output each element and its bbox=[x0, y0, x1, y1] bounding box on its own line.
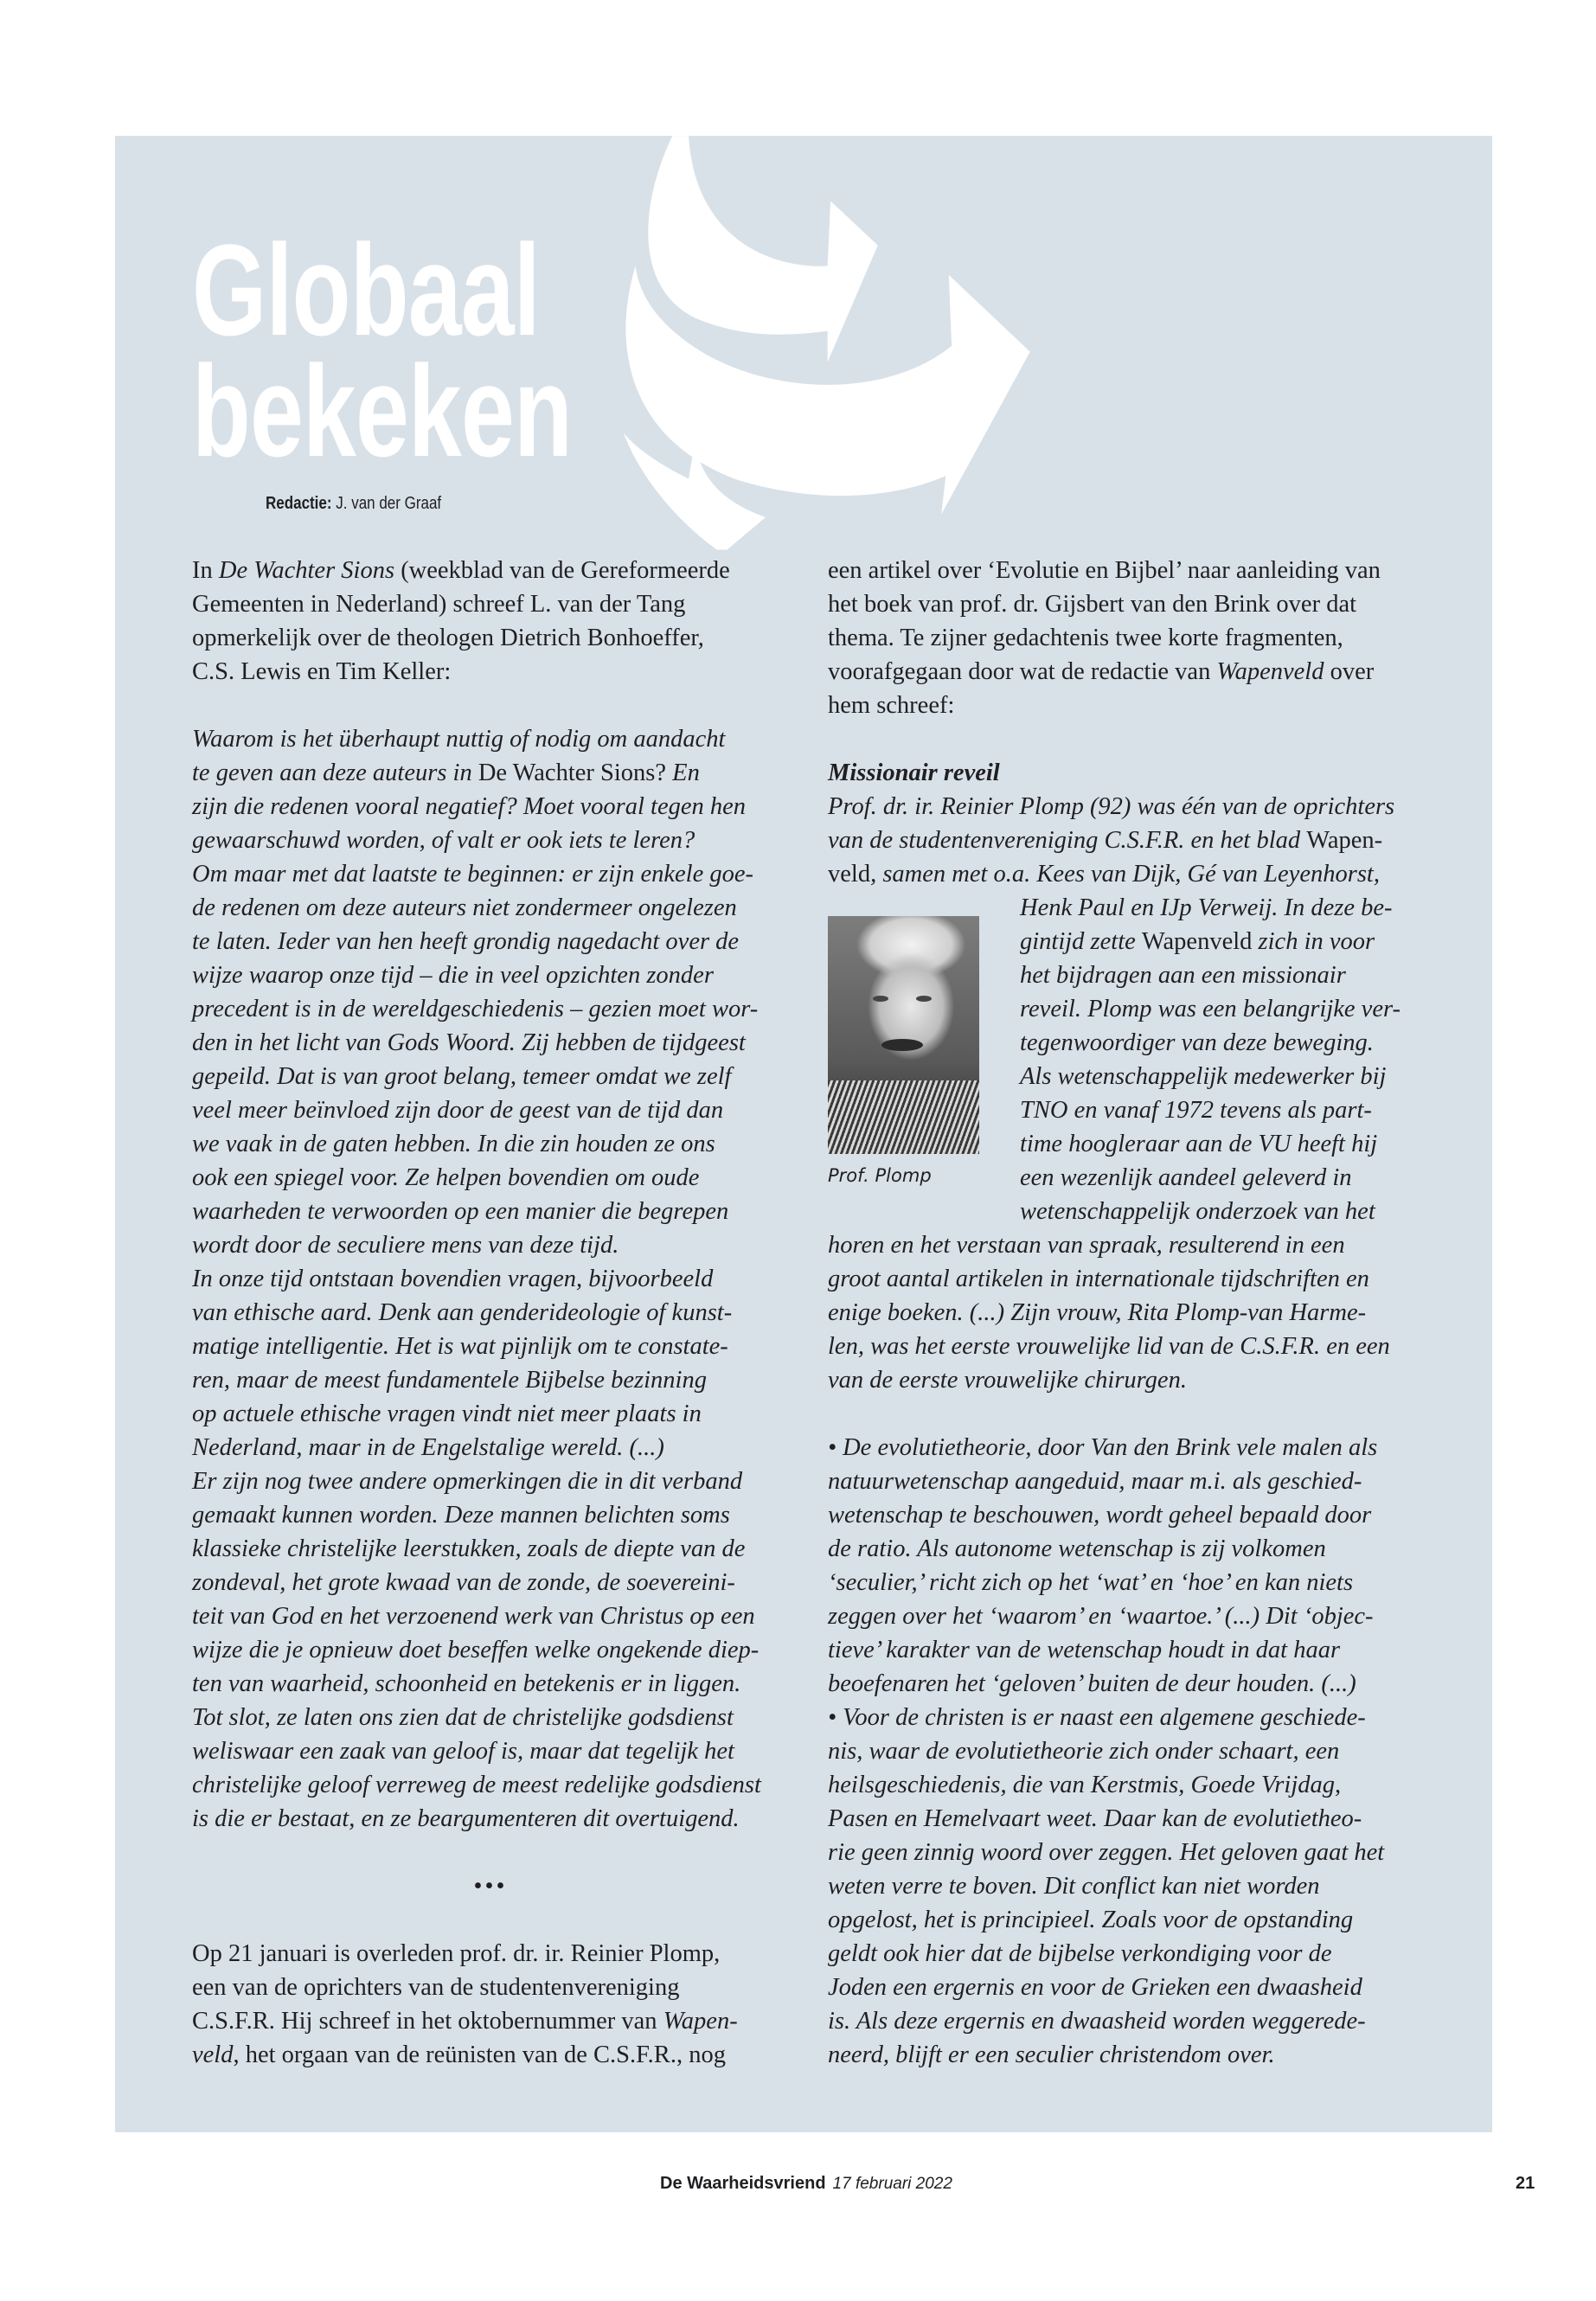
text-line bbox=[192, 1363, 789, 1397]
text-run: christelijke geloof verreweg de meest redelijke godsdienst bbox=[192, 1772, 761, 1798]
text-run: Gemeenten in Nederland) schreef L. van der Tang bbox=[192, 591, 686, 618]
text-line bbox=[192, 1296, 789, 1330]
text-line bbox=[192, 1768, 789, 1802]
text-line bbox=[192, 925, 789, 958]
text-run: de redenen om deze auteurs niet zondermeer ongelezen bbox=[192, 894, 737, 921]
text-line bbox=[192, 824, 789, 857]
text-run: wijze waarop onze tijd – die in veel opzichten zonder bbox=[192, 962, 714, 989]
text-run: ‘seculier,’ richt zich op het ‘wat’ en ‘hoe’ en kan niets bbox=[828, 1569, 1354, 1596]
text-line bbox=[828, 1431, 1425, 1465]
text-run: matige intelligentie. Het is wat pijnlijk om te constate- bbox=[192, 1333, 728, 1360]
text-run: , het orgaan van de reünisten van de C.S.F.R., nog bbox=[233, 2041, 726, 2068]
text-line bbox=[192, 1330, 789, 1363]
text-run: Pasen en Hemelvaart weet. Daar kan de evolutietheo- bbox=[828, 1805, 1362, 1832]
text-run: gewaarschuwd worden, of valt er ook iets te leren? bbox=[192, 827, 695, 854]
text-line bbox=[828, 1599, 1425, 1633]
text-run: we vaak in de gaten hebben. In die zin houden ze ons bbox=[192, 1131, 715, 1157]
editor-credit bbox=[266, 494, 441, 514]
text-run: ook een spiegel voor. Ze helpen bovendien om oude bbox=[192, 1164, 700, 1191]
text-run: ••• bbox=[473, 1873, 508, 1900]
text-run: een wezenlijk aandeel geleverd in bbox=[1020, 1164, 1352, 1191]
text-run: hem schreef: bbox=[828, 692, 955, 719]
portrait-photo bbox=[828, 916, 979, 1154]
text-line bbox=[828, 1363, 1425, 1397]
text-run: veel meer beïnvloed zijn door de geest van de tijd dan bbox=[192, 1097, 724, 1124]
article-column-right bbox=[828, 554, 1425, 2072]
text-line bbox=[192, 1498, 789, 1532]
text-run: voorafgegaan door wat de redactie van bbox=[828, 658, 1217, 685]
text-line bbox=[828, 1296, 1425, 1330]
text-line bbox=[828, 1262, 1425, 1296]
text-line bbox=[192, 1431, 789, 1465]
text-line bbox=[828, 1330, 1425, 1363]
text-run: precedent is in de wereldgeschiedenis – gezien moet wor- bbox=[192, 996, 759, 1022]
text-run: enige boeken. (...) Zijn vrouw, Rita Plomp-van Harme- bbox=[828, 1299, 1367, 1326]
text-line bbox=[192, 655, 789, 689]
text-run: den in het licht van Gods Woord. Zij hebben de tijdgeest bbox=[192, 1029, 746, 1056]
text-run: van de eerste vrouwelijke chirurgen. bbox=[828, 1367, 1187, 1394]
text-run: van ethische aard. Denk aan genderideologie of kunst- bbox=[192, 1299, 733, 1326]
text-line bbox=[828, 857, 1425, 891]
text-line bbox=[192, 587, 789, 621]
text-run: Waarom is het überhaupt nuttig of nodig om aandacht bbox=[192, 726, 726, 753]
text-line bbox=[192, 1465, 789, 1498]
text-line bbox=[828, 790, 1425, 824]
text-line bbox=[828, 621, 1425, 655]
text-run: len, was het eerste vrouwelijke lid van de C.S.F.R. en een bbox=[828, 1333, 1390, 1360]
text-line bbox=[192, 621, 789, 655]
text-run: te geven aan deze auteurs in bbox=[192, 760, 478, 786]
text-run: TNO en vanaf 1972 tevens als part- bbox=[1020, 1097, 1372, 1124]
text-run: wetenschap te beschouwen, wordt geheel bepaald door bbox=[828, 1502, 1372, 1529]
text-run: veld bbox=[192, 2041, 234, 2068]
text-line bbox=[192, 1228, 789, 1262]
footer-date: 17 februari 2022 bbox=[832, 2175, 952, 2193]
text-run: weliswaar een zaak van geloof is, maar dat tegelijk het bbox=[192, 1738, 734, 1765]
text-line bbox=[828, 1734, 1425, 1768]
text-line bbox=[828, 1667, 1425, 1701]
text-run: is. Als deze ergernis en dwaasheid worden weggerede- bbox=[828, 2008, 1366, 2035]
text-run: In bbox=[192, 557, 219, 584]
text-line bbox=[192, 958, 789, 992]
text-run: nis, waar de evolutietheorie zich onder schaart, een bbox=[828, 1738, 1340, 1765]
text-run: groot aantal artikelen in internationale tijdschriften en bbox=[828, 1266, 1369, 1292]
text-run: Prof. dr. ir. Reinier Plomp (92) was één van de oprichters bbox=[828, 793, 1395, 820]
text-run: Henk Paul en IJp Verweij. In deze be- bbox=[1020, 894, 1393, 921]
text-line bbox=[192, 790, 789, 824]
text-run: C.S. Lewis en Tim Keller: bbox=[192, 658, 452, 685]
text-run: is die er bestaat, en ze beargumenteren dit overtuigend. bbox=[192, 1805, 740, 1832]
text-run: ren, maar de meest fundamentele Bijbelse bezinning bbox=[192, 1367, 707, 1394]
text-run: de ratio. Als autonome wetenschap is zij volkomen bbox=[828, 1535, 1326, 1562]
text-run: Op 21 januari is overleden prof. dr. ir. Reinier Plomp, bbox=[192, 1940, 721, 1967]
text-run: opgelost, het is principieel. Zoals voor de opstanding bbox=[828, 1907, 1354, 1933]
text-line bbox=[192, 1127, 789, 1161]
text-run: Wapen- bbox=[1306, 827, 1383, 854]
blank-line bbox=[192, 1903, 789, 1937]
text-run: te laten. Ieder van hen heeft grondig nagedacht over de bbox=[192, 928, 740, 955]
text-line bbox=[192, 1701, 789, 1734]
photo-caption: Prof. Plomp bbox=[828, 1165, 932, 1186]
footer-magazine-name: De Waarheidsvriend bbox=[660, 2174, 826, 2193]
text-line bbox=[192, 1060, 789, 1093]
text-run: tegenwoordiger van deze beweging. bbox=[1020, 1029, 1374, 1056]
text-line bbox=[828, 1768, 1425, 1802]
text-line bbox=[828, 1903, 1425, 1937]
text-run: De Wachter Sions? bbox=[478, 760, 667, 786]
text-run: wetenschappelijk onderzoek van het bbox=[1020, 1198, 1375, 1225]
text-run: beoefenaren het ‘geloven’ buiten de deur houden. (...) bbox=[828, 1670, 1356, 1697]
text-line bbox=[192, 1093, 789, 1127]
text-run: zondeval, het grote kwaad van de zonde, de soevereini- bbox=[192, 1569, 735, 1596]
text-line bbox=[828, 1465, 1425, 1498]
photo-mouth bbox=[881, 1039, 923, 1051]
text-line bbox=[192, 1667, 789, 1701]
text-line bbox=[192, 554, 789, 587]
editor-name: J. van der Graaf bbox=[331, 494, 442, 513]
text-run: veld bbox=[828, 861, 871, 888]
text-line bbox=[192, 857, 789, 891]
text-line bbox=[192, 1971, 789, 2004]
text-run: rie geen zinnig woord over zeggen. Het geloven gaat het bbox=[828, 1839, 1385, 1866]
text-line bbox=[828, 1937, 1425, 1971]
text-run: klassieke christelijke leerstukken, zoals de diepte van de bbox=[192, 1535, 746, 1562]
text-run: • De evolutietheorie, door Van den Brink vele malen als bbox=[828, 1434, 1378, 1461]
text-run: gepeild. Dat is van groot belang, temeer omdat we zelf bbox=[192, 1063, 732, 1090]
text-line bbox=[192, 1195, 789, 1228]
text-run: op actuele ethische vragen vindt niet meer plaats in bbox=[192, 1400, 702, 1427]
text-run: Om maar met dat laatste te beginnen: er zijn enkele goe- bbox=[192, 861, 754, 888]
text-run: time hoogleraar aan de VU heeft hij bbox=[1020, 1131, 1378, 1157]
text-run: , samen met o.a. Kees van Dijk, Gé van Leyenhorst, bbox=[870, 861, 1380, 888]
text-run: neerd, blijft er een seculier christendom over. bbox=[828, 2041, 1275, 2068]
text-line bbox=[828, 1498, 1425, 1532]
text-run: zich in voor bbox=[1252, 928, 1375, 955]
text-line bbox=[192, 1633, 789, 1667]
text-run: waarheden te verwoorden op een manier die begrepen bbox=[192, 1198, 729, 1225]
page-title-line-2: bekeken bbox=[192, 338, 573, 484]
text-line bbox=[192, 1566, 789, 1599]
blank-line bbox=[828, 722, 1425, 756]
text-run: Er zijn nog twee andere opmerkingen die in dit verband bbox=[192, 1468, 743, 1495]
text-run: gemaakt kunnen worden. Deze mannen belichten soms bbox=[192, 1502, 730, 1529]
article-column-left bbox=[192, 554, 789, 2072]
text-line bbox=[192, 1397, 789, 1431]
text-line bbox=[192, 1937, 789, 1971]
text-line bbox=[828, 1836, 1425, 1869]
text-run: In onze tijd ontstaan bovendien vragen, bijvoorbeeld bbox=[192, 1266, 714, 1292]
text-run: • Voor de christen is er naast een algemene geschiede- bbox=[828, 1704, 1366, 1731]
photo-eye bbox=[916, 996, 932, 1002]
text-line bbox=[828, 655, 1425, 689]
text-line bbox=[192, 722, 789, 756]
text-line bbox=[828, 1971, 1425, 2004]
text-line bbox=[192, 1599, 789, 1633]
text-run: En bbox=[666, 760, 700, 786]
text-run: geldt ook hier dat de bijbelse verkondiging voor de bbox=[828, 1940, 1332, 1967]
text-run: een artikel over ‘Evolutie en Bijbel’ naar aanleiding van bbox=[828, 557, 1381, 584]
page-title-line-1: Globaal bbox=[192, 217, 540, 362]
text-run: De Wachter Sions bbox=[218, 557, 395, 584]
text-run: tieve’ karakter van de wetenschap houdt in dat haar bbox=[828, 1637, 1341, 1663]
text-line bbox=[192, 2004, 789, 2038]
photo-eye bbox=[873, 996, 888, 1002]
text-run: Tot slot, ze laten ons zien dat de christelijke godsdienst bbox=[192, 1704, 734, 1731]
section-heading bbox=[828, 756, 1425, 790]
text-run: horen en het verstaan van spraak, resulterend in een bbox=[828, 1232, 1345, 1259]
text-line bbox=[828, 824, 1425, 857]
text-run: het bijdragen aan een missionair bbox=[1020, 962, 1346, 989]
text-run: Joden een ergernis en voor de Grieken een dwaasheid bbox=[828, 1974, 1362, 2001]
text-run: ten van waarheid, schoonheid en betekenis er in liggen. bbox=[192, 1670, 741, 1697]
text-line bbox=[828, 1195, 1425, 1228]
text-run: C.S.F.R. Hij schreef in het oktobernummer van bbox=[192, 2008, 663, 2035]
text-run: gintijd zette bbox=[1020, 928, 1142, 955]
section-separator bbox=[192, 1869, 789, 1903]
text-run: Wapen- bbox=[663, 2008, 738, 2035]
text-line bbox=[828, 1869, 1425, 1903]
blank-line bbox=[828, 1397, 1425, 1431]
text-line bbox=[828, 2004, 1425, 2038]
text-run: opmerkelijk over de theologen Dietrich Bonhoeffer, bbox=[192, 625, 704, 651]
text-run: Nederland, maar in de Engelstalige wereld. (...) bbox=[192, 1434, 664, 1461]
text-run: thema. Te zijner gedachtenis twee korte fragmenten, bbox=[828, 625, 1343, 651]
text-line bbox=[828, 2038, 1425, 2072]
text-line bbox=[192, 2038, 789, 2072]
text-run: (weekblad van de Gereformeerde bbox=[394, 557, 730, 584]
text-line bbox=[192, 1532, 789, 1566]
text-line bbox=[192, 1026, 789, 1060]
text-run: een van de oprichters van de studentenvereniging bbox=[192, 1974, 680, 2001]
text-line bbox=[828, 1701, 1425, 1734]
blank-line bbox=[192, 1836, 789, 1869]
text-line bbox=[828, 689, 1425, 722]
text-line bbox=[192, 992, 789, 1026]
text-run: Missionair reveil bbox=[828, 760, 1000, 786]
text-line bbox=[192, 891, 789, 925]
blank-line bbox=[192, 689, 789, 722]
text-run: over bbox=[1324, 658, 1375, 685]
text-line bbox=[828, 1566, 1425, 1599]
text-run: weten verre te boven. Dit conflict kan niet worden bbox=[828, 1873, 1320, 1900]
text-run: zijn die redenen vooral negatief? Moet vooral tegen hen bbox=[192, 793, 747, 820]
text-run: wijze die je opnieuw doet beseffen welke ongekende diep- bbox=[192, 1637, 760, 1663]
text-run: natuurwetenschap aangeduid, maar m.i. als geschied- bbox=[828, 1468, 1362, 1495]
text-line bbox=[828, 587, 1425, 621]
text-run: heilsgeschiedenis, die van Kerstmis, Goede Vrijdag, bbox=[828, 1772, 1342, 1798]
text-line bbox=[828, 1633, 1425, 1667]
page-number: 21 bbox=[1516, 2174, 1535, 2193]
text-line bbox=[828, 1802, 1425, 1836]
editor-label: Redactie: bbox=[266, 494, 332, 513]
text-line bbox=[828, 554, 1425, 587]
footer-publication bbox=[660, 2174, 952, 2194]
text-run: wordt door de seculiere mens van deze tijd. bbox=[192, 1232, 619, 1259]
text-run: van de studentenvereniging C.S.F.R. en het blad bbox=[828, 827, 1307, 854]
text-run: Wapenveld bbox=[1216, 658, 1324, 685]
text-line bbox=[192, 1802, 789, 1836]
text-line bbox=[828, 1532, 1425, 1566]
text-line bbox=[192, 756, 789, 790]
text-run: het boek van prof. dr. Gijsbert van den Brink over dat bbox=[828, 591, 1357, 618]
text-run: Als wetenschappelijk medewerker bij bbox=[1020, 1063, 1387, 1090]
text-run: Wapenveld bbox=[1141, 928, 1253, 955]
text-line bbox=[192, 1734, 789, 1768]
text-run: zeggen over het ‘waarom’ en ‘waartoe.’ (...) Dit ‘objec- bbox=[828, 1603, 1374, 1630]
text-line bbox=[828, 1228, 1425, 1262]
text-line bbox=[192, 1161, 789, 1195]
text-run: teit van God en het verzoenend werk van Christus op een bbox=[192, 1603, 755, 1630]
text-line bbox=[192, 1262, 789, 1296]
text-run: reveil. Plomp was een belangrijke ver- bbox=[1020, 996, 1401, 1022]
